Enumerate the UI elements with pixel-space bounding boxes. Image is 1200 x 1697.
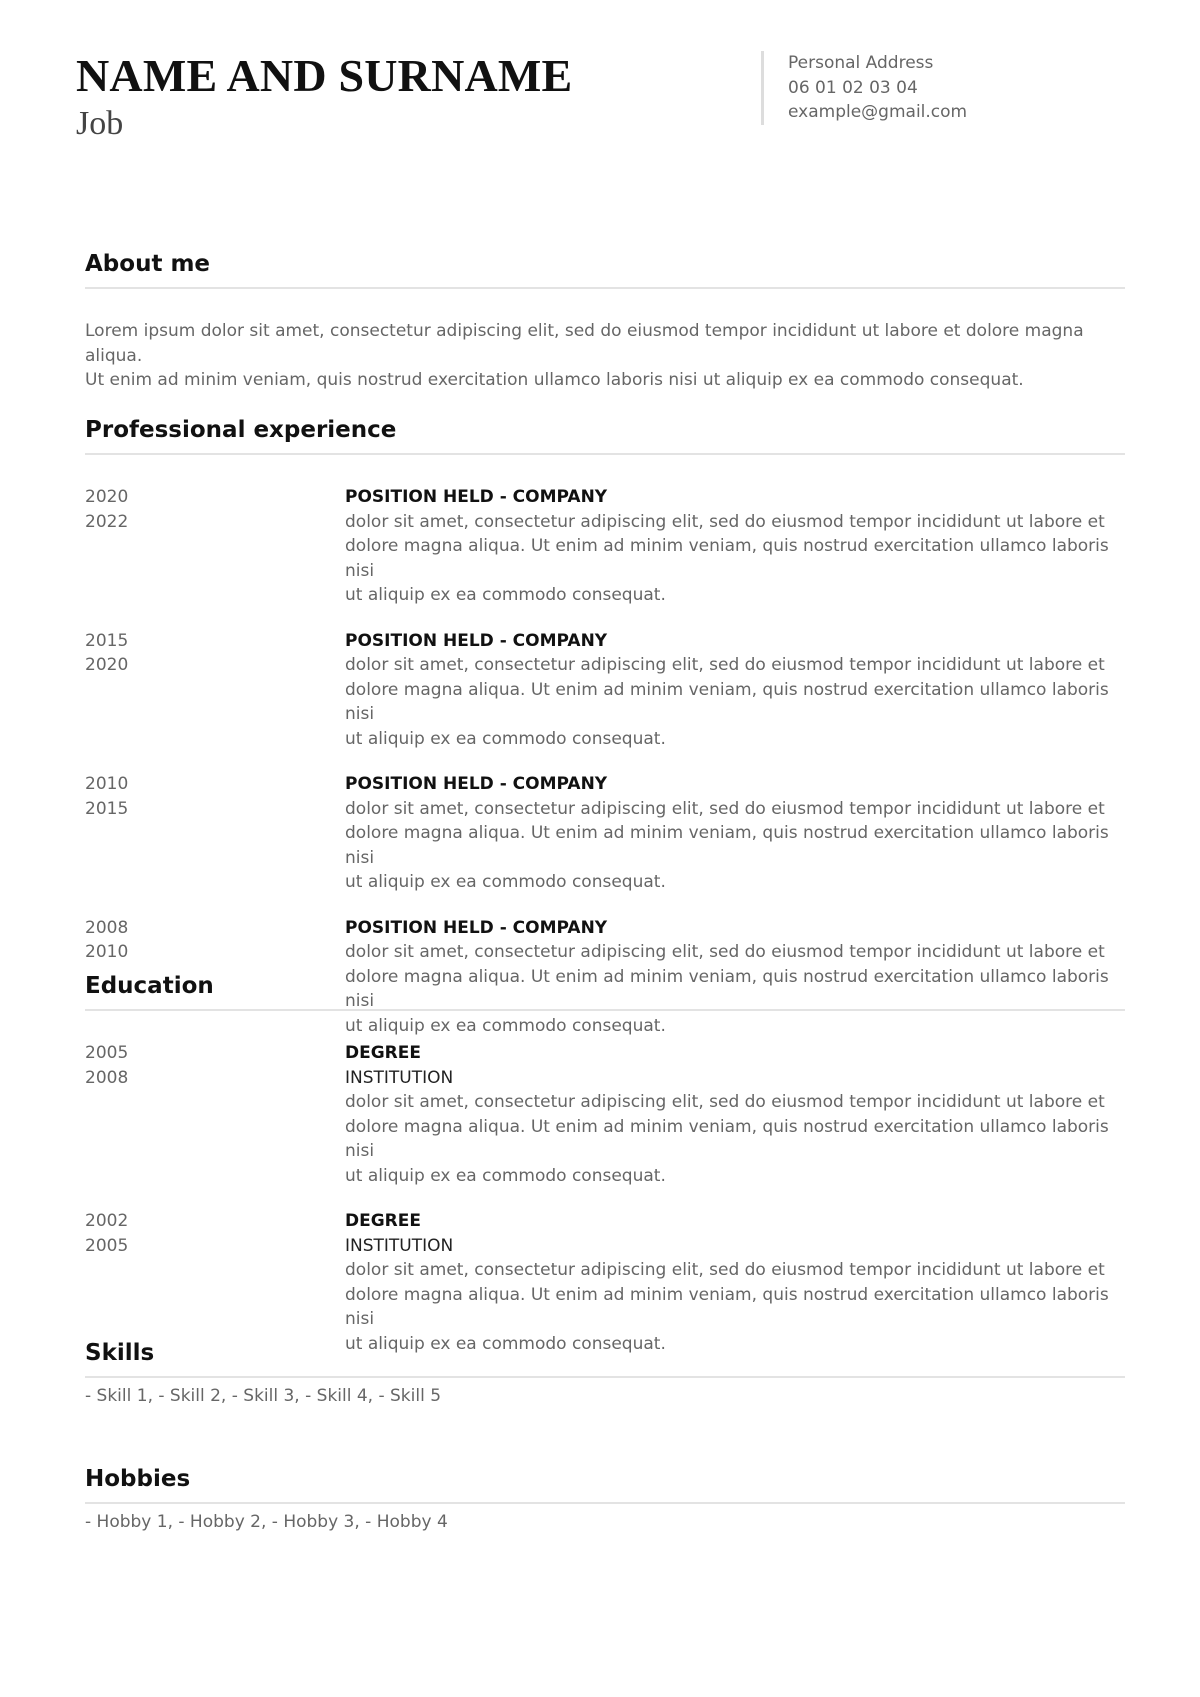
institution-name: INSTITUTION — [345, 1235, 454, 1256]
position-title: POSITION HELD - COMPANY — [345, 774, 608, 794]
date-start: 2005 — [85, 1043, 129, 1063]
entry-content — [345, 772, 1125, 895]
date-start: 2020 — [85, 487, 129, 507]
entry-desc-line: dolor sit amet, consectetur adipiscing elit, sed do eiusmod tempor incididunt ut labore et — [345, 511, 1105, 532]
hobbies-list: - Hobby 1, - Hobby 2, - Hobby 3, - Hobby 4 — [85, 1512, 448, 1532]
entry-desc-line: dolor sit amet, consectetur adipiscing elit, sed do eiusmod tempor incididunt ut labore et — [345, 798, 1105, 819]
education-entry — [85, 1209, 1125, 1356]
section-title-about: About me — [85, 249, 1125, 289]
degree-title: DEGREE — [345, 1211, 421, 1231]
entry-dates — [85, 629, 345, 752]
experience-entry — [85, 629, 1125, 752]
skills-list: - Skill 1, - Skill 2, - Skill 3, - Skill 4, - Skill 5 — [85, 1386, 442, 1406]
entry-content — [345, 629, 1125, 752]
section-title-education: Education — [85, 971, 1125, 1011]
about-line: Lorem ipsum dolor sit amet, consectetur adipiscing elit, sed do eiusmod tempor incididunt ut labore et dolore magna aliqua. — [85, 321, 1084, 366]
date-start: 2010 — [85, 774, 129, 794]
entry-desc-line: ut aliquip ex ea commodo consequat. — [345, 1333, 666, 1354]
section-title-experience: Professional experience — [85, 415, 1125, 455]
experience-entry — [85, 485, 1125, 608]
full-name: NAME AND SURNAME — [76, 50, 573, 101]
entry-desc-line: ut aliquip ex ea commodo consequat. — [345, 728, 666, 749]
section-hobbies — [85, 1464, 1125, 1535]
section-title-skills: Skills — [85, 1338, 1125, 1378]
section-skills — [85, 1338, 1125, 1409]
date-end: 2010 — [85, 942, 129, 962]
entry-desc-line: dolore magna aliqua. Ut enim ad minim veniam, quis nostrud exercitation ullamco laboris nisi — [345, 1116, 1109, 1161]
date-end: 2020 — [85, 655, 129, 675]
entry-desc-line: dolor sit amet, consectetur adipiscing elit, sed do eiusmod tempor incididunt ut labore et — [345, 655, 1105, 675]
entry-desc-line: dolore magna aliqua. Ut enim ad minim veniam, quis nostrud exercitation ullamco laboris nisi — [345, 536, 1109, 581]
entry-dates — [85, 485, 345, 608]
entry-desc-line: ut aliquip ex ea commodo consequat. — [345, 1015, 666, 1036]
date-end: 2015 — [85, 798, 129, 819]
entry-desc-line: dolore magna aliqua. Ut enim ad minim veniam, quis nostrud exercitation ullamco laboris nisi — [345, 679, 1109, 724]
institution-name: INSTITUTION — [345, 1067, 454, 1088]
contact-address: Personal Address — [788, 53, 934, 73]
contact-phone: 06 01 02 03 04 — [788, 77, 918, 98]
job-title: Job — [76, 105, 124, 142]
education-entry — [85, 1041, 1125, 1188]
resume-header — [76, 48, 572, 144]
entry-desc-line: ut aliquip ex ea commodo consequat. — [345, 872, 666, 892]
section-education — [85, 971, 1125, 1356]
entry-desc-line: dolor sit amet, consectetur adipiscing elit, sed do eiusmod tempor incididunt ut labore et — [345, 942, 1105, 962]
degree-title: DEGREE — [345, 1043, 421, 1063]
experience-entry — [85, 772, 1125, 895]
date-start: 2002 — [85, 1211, 129, 1231]
entry-desc-line: dolore magna aliqua. Ut enim ad minim veniam, quis nostrud exercitation ullamco laboris nisi — [345, 823, 1109, 868]
entry-content — [345, 485, 1125, 608]
date-end: 2022 — [85, 511, 129, 532]
date-start: 2008 — [85, 917, 129, 938]
entry-content — [345, 1041, 1125, 1188]
section-title-hobbies: Hobbies — [85, 1464, 1125, 1504]
section-about — [85, 249, 1125, 393]
entry-desc-line: ut aliquip ex ea commodo consequat. — [345, 585, 666, 605]
entry-desc-line: dolor sit amet, consectetur adipiscing elit, sed do eiusmod tempor incididunt ut labore et — [345, 1260, 1105, 1280]
position-title: POSITION HELD - COMPANY — [345, 630, 608, 651]
entry-dates — [85, 772, 345, 895]
position-title: POSITION HELD - COMPANY — [345, 487, 608, 507]
entry-dates — [85, 1209, 345, 1356]
entry-content — [345, 1209, 1125, 1356]
entry-desc-line: ut aliquip ex ea commodo consequat. — [345, 1165, 666, 1186]
section-experience — [85, 415, 1125, 1038]
entry-desc-line: dolore magna aliqua. Ut enim ad minim veniam, quis nostrud exercitation ullamco laboris nisi — [345, 1284, 1109, 1329]
contact-email: example@gmail.com — [788, 102, 968, 122]
date-end: 2005 — [85, 1235, 129, 1256]
about-line: Ut enim ad minim veniam, quis nostrud exercitation ullamco laboris nisi ut aliquip ex ea commodo consequat. — [85, 370, 1024, 390]
date-end: 2008 — [85, 1067, 129, 1088]
date-start: 2015 — [85, 630, 129, 651]
entry-dates — [85, 1041, 345, 1188]
contact-block — [761, 51, 967, 125]
about-paragraph — [85, 319, 1125, 393]
position-title: POSITION HELD - COMPANY — [345, 917, 608, 938]
entry-desc-line: dolore magna aliqua. Ut enim ad minim veniam, quis nostrud exercitation ullamco laboris nisi — [345, 966, 1109, 1011]
entry-desc-line: dolor sit amet, consectetur adipiscing elit, sed do eiusmod tempor incididunt ut labore et — [345, 1092, 1105, 1112]
